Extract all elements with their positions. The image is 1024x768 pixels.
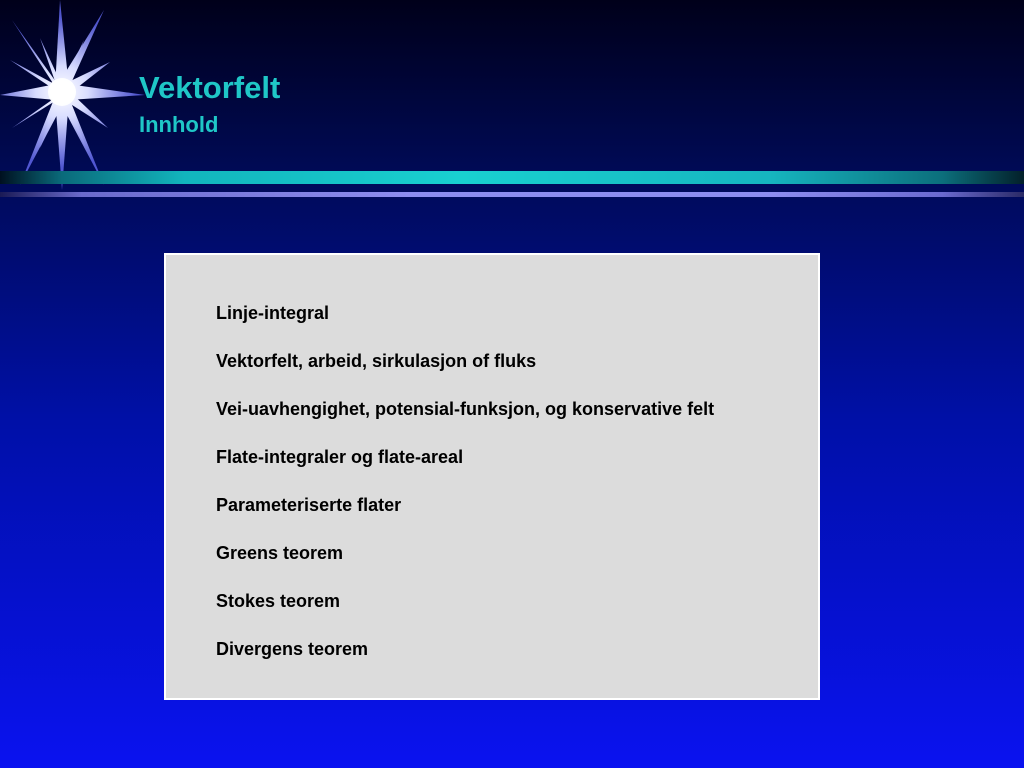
toc-item-vektorfelt: Vektorfelt, arbeid, sirkulasjon of fluks <box>216 351 537 371</box>
toc-item-stokes-teorem: Stokes teorem <box>216 591 341 611</box>
toc-item-divergens-teorem: Divergens teorem <box>216 639 369 659</box>
accent-bar <box>0 171 1024 184</box>
starburst-icon <box>0 0 150 195</box>
toc-item-parameteriserte-flater: Parameteriserte flater <box>216 495 402 515</box>
slide-subtitle: Innhold <box>139 112 219 137</box>
toc-list <box>216 302 714 686</box>
toc-item-flate-integraler: Flate-integraler og flate-areal <box>216 447 464 467</box>
toc-item-linje-integral: Linje-integral <box>216 303 330 323</box>
toc-item-vei-uavhengighet: Vei-uavhengighet, potensial-funksjon, og konservative felt <box>216 399 715 419</box>
secondary-bar <box>0 192 1024 197</box>
toc-item-greens-teorem: Greens teorem <box>216 543 344 563</box>
content-box <box>164 253 820 700</box>
slide-title: Vektorfelt <box>139 70 281 105</box>
